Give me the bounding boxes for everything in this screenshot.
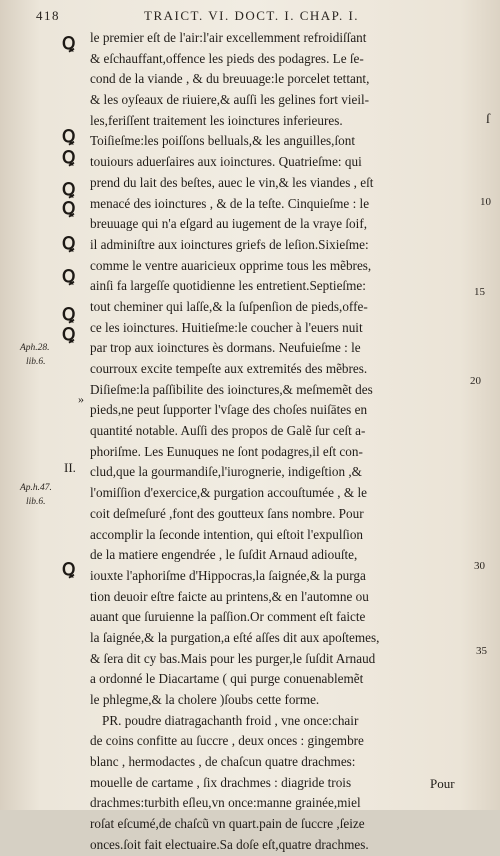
text-body bbox=[90, 28, 470, 856]
edge-mark: ſ bbox=[486, 112, 490, 127]
line-number: 30 bbox=[474, 560, 485, 572]
running-title: TRAICT. VI. DOCT. I. CHAP. I. bbox=[144, 8, 360, 23]
text-line: cond de la viande , & du breuuage:le porcelet tettant, bbox=[90, 71, 370, 87]
text-line: courroux excite tempeſte aux extremités des mẽbres. bbox=[90, 361, 368, 376]
text-line: & eſchauffant,offence les pieds des podagres. Le ſe- bbox=[90, 50, 364, 66]
text-line: drachmes:turbith eſleu,vn once:manne grainée,miel bbox=[90, 795, 361, 811]
paragraph-mark-icon: Ꝗ bbox=[62, 148, 76, 168]
text-line: breuuage qui n'a eſgard au iugement de la vraye ſoif, bbox=[90, 216, 368, 232]
line-number: 35 bbox=[476, 645, 487, 657]
text-line: blanc , hermodactes , de chaſcun quatre drachmes: bbox=[90, 754, 356, 770]
paragraph-mark-icon: Ꝗ bbox=[62, 234, 76, 254]
section-numeral: II. bbox=[64, 460, 76, 475]
line-number: 20 bbox=[470, 375, 481, 387]
text-line: coit deſmeſuré ,font des goutteux ſans nombre. Pour bbox=[90, 505, 364, 521]
text-line: il adminiſtre aux ioinctures griefs de leſion.Sixieſme: bbox=[90, 236, 369, 252]
text-line: roſat eſcumé,de chaſcũ vn quart.pain de ſuccre ,ſeize bbox=[90, 816, 365, 832]
text-line: auant que ſuruienne la paſſion.Or comment eſt faicte bbox=[90, 609, 366, 625]
text-line: Diſieſme:la paſſibilite des ioinctures,& meſmemẽt des bbox=[90, 381, 373, 397]
running-header bbox=[36, 8, 480, 30]
quotation-mark: » bbox=[78, 392, 84, 406]
text-line: de coins confitte au ſuccre , deux onces : gingembre bbox=[90, 733, 364, 749]
text-line: tout cheminer qui laſſe,& la ſuſpenſion de pieds,offe- bbox=[90, 298, 368, 314]
text-line: mouelle de cartame , ſix drachmes : diagride trois bbox=[90, 774, 352, 790]
text-line: l'omiſſion d'exercice,& purgation accouſtumée , & le bbox=[90, 485, 367, 501]
text-line: clud,que la gourmandiſe,l'iurognerie, indigeſtion ,& bbox=[90, 464, 362, 480]
text-line: comme le ventre auaricieux opprime tous les mẽbres, bbox=[90, 257, 372, 273]
text-line: Toiſieſme:les poiſſons belluals,& les anguilles,ſont bbox=[90, 133, 355, 149]
paragraph-mark-icon: Ꝗ bbox=[62, 199, 76, 219]
text-line: le phlegme,& la cholere )ſoubs cette forme. bbox=[90, 692, 320, 707]
paragraph-mark-icon: Ꝗ bbox=[62, 34, 76, 54]
text-line: le premier eſt de l'air:l'air excellemment refroidiſſant bbox=[90, 30, 367, 45]
side-note-aphorism: Ap.h.47. bbox=[20, 483, 52, 493]
text-line: ce les ioinctures. Huitieſme:le coucher à l'euers nuit bbox=[90, 319, 363, 335]
line-number: 10 bbox=[480, 196, 491, 208]
text-line: la ſaignée,& la purgation,a eſté aſſes dit aux apoſtemes, bbox=[90, 629, 380, 645]
paragraph-mark-icon: Ꝗ bbox=[62, 560, 76, 580]
paragraph-mark-icon: Ꝗ bbox=[62, 325, 76, 345]
text-line: a ordonné le Diacartame ( qui purge conuenablemẽt bbox=[90, 671, 364, 687]
paragraph-mark-icon: Ꝗ bbox=[62, 180, 76, 200]
text-line: pieds,ne peut ſupporter l'vſage des choſes nuiſātes en bbox=[90, 402, 368, 418]
page-number: 418 bbox=[36, 8, 60, 23]
paragraph-mark-icon: Ꝗ bbox=[62, 267, 76, 287]
paragraph-mark-icon: Ꝗ bbox=[62, 127, 76, 147]
text-line: iouxte l'aphoriſme d'Hippocras,la ſaignée,& la purga bbox=[90, 567, 366, 583]
text-line: ainſi fa largeſſe quotidienne les entretient.Septieſme: bbox=[90, 278, 366, 294]
side-note-aphorism: Aph.28. bbox=[20, 343, 50, 353]
text-line: touiours aduerſaires aux ioinctures. Quatrieſme: qui bbox=[90, 154, 362, 170]
text-line: & les oyſeaux de riuiere,& auſſi les gelines fort vieil- bbox=[90, 92, 370, 108]
side-note-book: lib.6. bbox=[26, 497, 46, 507]
text-line: menacé des ioinctures , & de la teſte. Cinquieſme : le bbox=[90, 195, 370, 211]
text-line: quantité notable. Auſſi des propos de Galẽ ſur ceſt a- bbox=[90, 423, 366, 439]
paragraph-mark-icon: Ꝗ bbox=[62, 305, 76, 325]
catchword: Pour bbox=[430, 776, 455, 791]
text-line: de la matiere engendrée , le ſuſdit Arnaud adiouſte, bbox=[90, 547, 358, 563]
side-note-book: lib.6. bbox=[26, 357, 46, 367]
line-number: 15 bbox=[474, 286, 485, 298]
text-line: onces.ſoit fait electuaire.Sa doſe eſt,quatre drachmes. bbox=[90, 836, 369, 852]
text-line: par trop aux ioinctures ès dormans. Neufuieſme : le bbox=[90, 340, 361, 356]
text-line: & ſera dit cy bas.Mais pour les purger,le ſuſdit Arnaud bbox=[90, 650, 376, 666]
text-line: accomplir la ſeconde intention, qui eſtoit l'expulſion bbox=[90, 526, 364, 542]
text-line: prend du lait des beſtes, auec le vin,& les viandes , eſt bbox=[90, 174, 374, 190]
text-line: tion deuoir eſtre faicte au printens,& en l'automne ou bbox=[90, 588, 369, 604]
text-line: phoriſme. Les Eunuques ne ſont podagres,il eſt con- bbox=[90, 443, 363, 459]
text-line: les,feriſſent traitement les ioinctures inferieures. bbox=[90, 112, 343, 128]
text-line: PR. poudre diatragachanth froid , vne once:chair bbox=[102, 712, 359, 728]
